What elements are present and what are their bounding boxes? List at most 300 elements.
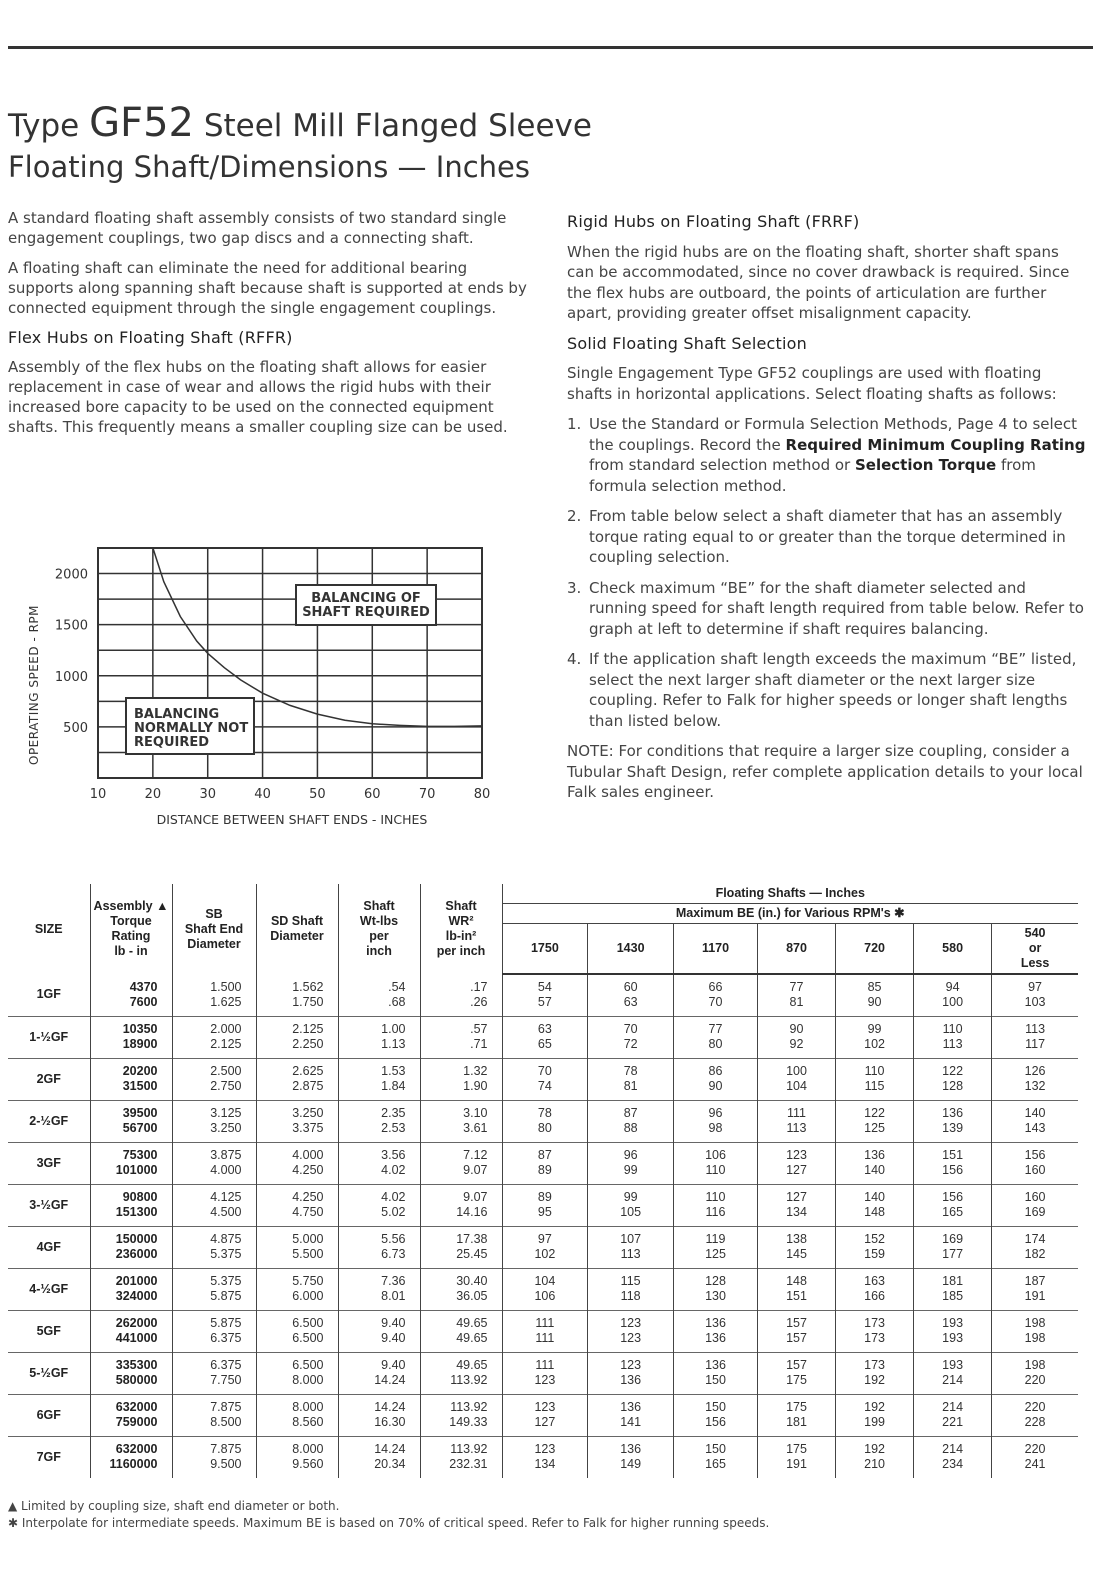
- value-cell: [90, 1394, 172, 1436]
- cell-value: 236000: [115, 1247, 158, 1261]
- header-sb: SB Shaft End Diameter: [172, 884, 256, 974]
- cell-value: 193: [942, 1358, 964, 1372]
- cell-value: 96: [623, 1148, 638, 1162]
- cell-value: 143: [1024, 1121, 1046, 1135]
- cell-value: 140: [864, 1190, 885, 1204]
- size-cell: 2GF: [36, 1071, 61, 1086]
- value-cell: [588, 1436, 674, 1478]
- cell-value: 105: [620, 1205, 642, 1219]
- cell-value: 150000: [115, 1232, 158, 1246]
- cell-value: 214: [942, 1400, 964, 1414]
- value-cell: [420, 1436, 502, 1478]
- value-cell: [420, 974, 502, 1016]
- cell-value: 127: [534, 1415, 556, 1429]
- header-rpm-870: 870: [757, 924, 835, 975]
- title-rest: Steel Mill Flanged Sleeve: [203, 108, 592, 144]
- cell-value: 70: [623, 1022, 638, 1036]
- value-cell: [256, 1100, 338, 1142]
- cell-value: 25.45: [456, 1247, 488, 1261]
- solid-shaft-heading: Solid Floating Shaft Selection: [567, 333, 807, 353]
- cell-value: 99: [867, 1022, 882, 1036]
- header-rpm-540-or-less: 540 or Less: [992, 924, 1078, 975]
- size-cell: 7GF: [36, 1449, 61, 1464]
- cell-value: 2.750: [210, 1079, 242, 1093]
- value-cell: [992, 1184, 1078, 1226]
- table-row: [8, 1016, 1078, 1058]
- value-cell: [588, 974, 674, 1016]
- cell-value: 160: [1024, 1163, 1046, 1177]
- cell-value: 156: [1024, 1148, 1046, 1162]
- table-row: [8, 1436, 1078, 1478]
- cell-value: 145: [786, 1247, 807, 1261]
- table-row: [8, 1310, 1078, 1352]
- value-cell: [992, 1016, 1078, 1058]
- value-cell: [90, 974, 172, 1016]
- cell-value: 136: [705, 1331, 726, 1345]
- cell-value: .68: [388, 994, 406, 1009]
- step-4-number: 4.: [567, 650, 582, 668]
- value-cell: [992, 1394, 1078, 1436]
- cell-value: .71: [470, 1037, 488, 1051]
- cell-value: 152: [864, 1232, 885, 1246]
- y-tick-label: 500: [63, 720, 88, 736]
- value-cell: [992, 1100, 1078, 1142]
- value-cell: [588, 1310, 674, 1352]
- cell-value: 220: [1024, 1400, 1046, 1414]
- value-cell: [502, 1058, 588, 1100]
- value-cell: [757, 1352, 835, 1394]
- title-code: GF52: [89, 100, 194, 146]
- value-cell: [90, 1142, 172, 1184]
- cell-value: 187: [1024, 1274, 1046, 1288]
- cell-value: 151: [942, 1148, 964, 1162]
- value-cell: [914, 1058, 992, 1100]
- cell-value: 6.000: [292, 1289, 324, 1303]
- cell-value: 3.375: [292, 1121, 324, 1135]
- cell-value: 74: [537, 1079, 552, 1093]
- cell-value: 128: [705, 1274, 726, 1288]
- cell-value: 115: [864, 1079, 885, 1093]
- cell-value: 3.250: [210, 1121, 242, 1135]
- value-cell: [757, 1184, 835, 1226]
- cell-value: 173: [864, 1316, 885, 1330]
- cell-value: 199: [864, 1415, 885, 1429]
- y-axis-label: OPERATING SPEED - RPM: [27, 605, 41, 765]
- value-cell: [172, 1394, 256, 1436]
- cell-value: 110: [942, 1022, 963, 1036]
- cell-value: 14.16: [456, 1205, 488, 1219]
- size-cell: 5-½GF: [29, 1365, 69, 1380]
- cell-value: 113.92: [450, 1373, 488, 1387]
- cell-value: 97: [1028, 980, 1043, 995]
- cell-value: 75300: [122, 1148, 158, 1162]
- annotation-not-required-line2: NORMALLY NOT: [134, 721, 249, 736]
- cell-value: 163: [864, 1274, 885, 1288]
- annotation-balancing-required: [296, 585, 436, 625]
- value-cell: [836, 1142, 914, 1184]
- cell-value: 7.875: [210, 1400, 242, 1414]
- value-cell: [836, 1436, 914, 1478]
- value-cell: [338, 1100, 420, 1142]
- cell-value: 4.000: [210, 1163, 242, 1177]
- step-3-number: 3.: [567, 578, 582, 597]
- cell-value: 191: [1024, 1289, 1046, 1303]
- value-cell: [420, 1394, 502, 1436]
- cell-value: 113.92: [450, 1442, 488, 1457]
- value-cell: [172, 974, 256, 1016]
- x-tick-label: 70: [418, 787, 436, 802]
- table-row: [8, 1352, 1078, 1394]
- value-cell: [338, 1310, 420, 1352]
- cell-value: 126: [1024, 1064, 1046, 1078]
- cell-value: 87: [537, 1148, 552, 1162]
- cell-value: 88: [623, 1121, 638, 1135]
- cell-value: 198: [1024, 1316, 1046, 1330]
- cell-value: 6.500: [292, 1358, 324, 1372]
- value-cell: [674, 1226, 758, 1268]
- value-cell: [502, 1100, 588, 1142]
- step-1-number: 1.: [567, 415, 582, 433]
- cell-value: 157: [786, 1316, 807, 1330]
- cell-value: 2.625: [292, 1064, 324, 1078]
- cell-value: 9.40: [381, 1316, 406, 1330]
- cell-value: 128: [942, 1079, 964, 1093]
- page-subtitle: Floating Shaft/Dimensions — Inches: [8, 150, 530, 184]
- value-cell: [172, 1016, 256, 1058]
- header-rpm-1430: 1430: [588, 924, 674, 975]
- cell-value: 160: [1024, 1190, 1046, 1204]
- cell-value: 136: [864, 1148, 885, 1162]
- cell-value: 90: [708, 1079, 723, 1093]
- value-cell: [502, 1394, 588, 1436]
- step-1-text-c: from formula selection method.: [589, 456, 1036, 495]
- value-cell: [256, 1268, 338, 1310]
- cell-value: 4.125: [210, 1190, 242, 1204]
- cell-value: 3.61: [463, 1121, 488, 1135]
- value-cell: [992, 1352, 1078, 1394]
- value-cell: [338, 974, 420, 1016]
- cell-value: 81: [789, 995, 804, 1010]
- value-cell: [338, 1184, 420, 1226]
- cell-value: 8.500: [210, 1415, 242, 1429]
- table-row: [8, 1142, 1078, 1184]
- cell-value: 60: [623, 980, 638, 995]
- header-rpm-720: 720: [836, 924, 914, 975]
- cell-value: 138: [786, 1232, 807, 1246]
- value-cell: [172, 1436, 256, 1478]
- value-cell: [256, 1226, 338, 1268]
- value-cell: [674, 1016, 758, 1058]
- cell-value: 4.875: [210, 1232, 242, 1246]
- cell-value: 6.500: [292, 1316, 324, 1330]
- cell-value: 173: [864, 1358, 885, 1372]
- cell-value: 90: [867, 995, 882, 1010]
- step-1-bold-a: Required Minimum Coupling Rating: [785, 435, 1086, 454]
- cell-value: 2.53: [381, 1121, 406, 1135]
- left-column: [8, 208, 528, 447]
- size-cell: 6GF: [36, 1407, 61, 1422]
- value-cell: [420, 1310, 502, 1352]
- value-cell: [588, 1226, 674, 1268]
- cell-value: 632000: [115, 1442, 158, 1457]
- cell-value: 16.30: [374, 1415, 406, 1429]
- cell-value: 1.750: [292, 994, 324, 1009]
- cell-value: 165: [705, 1457, 726, 1472]
- cell-value: 151300: [115, 1205, 158, 1219]
- footnote-limited: ▲ Limited by coupling size, shaft end diameter or both.: [8, 1499, 340, 1513]
- cell-value: 113: [942, 1037, 963, 1051]
- selection-steps: [567, 414, 1087, 731]
- cell-value: 110: [705, 1190, 726, 1204]
- value-cell: [914, 1436, 992, 1478]
- value-cell: [420, 1268, 502, 1310]
- flex-hubs-heading: Flex Hubs on Floating Shaft (RFFR): [8, 328, 293, 347]
- value-cell: [172, 1226, 256, 1268]
- value-cell: [674, 1100, 758, 1142]
- value-cell: [836, 1226, 914, 1268]
- cell-value: 198: [1024, 1358, 1046, 1372]
- cell-value: 123: [786, 1148, 807, 1162]
- cell-value: 5.500: [292, 1247, 324, 1261]
- value-cell: [914, 1142, 992, 1184]
- value-cell: [90, 1310, 172, 1352]
- cell-value: 2.000: [210, 1022, 242, 1036]
- cell-value: 70: [537, 1064, 552, 1078]
- value-cell: [502, 1142, 588, 1184]
- cell-value: 150: [705, 1442, 726, 1457]
- value-cell: [172, 1142, 256, 1184]
- cell-value: 220: [1024, 1373, 1046, 1387]
- value-cell: [420, 1058, 502, 1100]
- cell-value: 136: [705, 1358, 726, 1372]
- value-cell: [914, 1184, 992, 1226]
- cell-value: 49.65: [456, 1331, 488, 1345]
- cell-value: 115: [620, 1274, 641, 1288]
- top-rule: [8, 46, 1093, 49]
- cell-value: 175: [786, 1373, 807, 1387]
- note-paragraph: NOTE: For conditions that require a larger size coupling, consider a Tubular Shaft Design, refer complete application details to your local Falk sales engineer.: [567, 742, 1083, 801]
- cell-value: 1.84: [381, 1079, 406, 1093]
- cell-value: 5.000: [292, 1232, 324, 1246]
- cell-value: 90800: [122, 1190, 158, 1204]
- table-body: [8, 974, 1078, 1478]
- cell-value: 2.250: [292, 1037, 324, 1051]
- cell-value: 759000: [115, 1415, 158, 1429]
- cell-value: 94: [945, 980, 960, 995]
- cell-value: 7.750: [210, 1373, 242, 1387]
- annotation-required-line2: SHAFT REQUIRED: [302, 605, 430, 620]
- cell-value: 1.13: [381, 1037, 406, 1051]
- cell-value: .54: [388, 979, 406, 994]
- header-wr2: Shaft WR² lb-in² per inch: [420, 884, 502, 974]
- cell-value: 220: [1024, 1442, 1046, 1457]
- table-row: [8, 1394, 1078, 1436]
- cell-value: 63: [623, 995, 638, 1010]
- cell-value: 149: [620, 1457, 642, 1472]
- value-cell: [757, 1100, 835, 1142]
- size-cell: 3-½GF: [29, 1197, 69, 1212]
- step-3-text: Check maximum “BE” for the shaft diameter selected and running speed for shaft length required from table below. Refer to graph at left to determine if shaft requires balancing.: [589, 578, 1084, 638]
- right-column: [567, 212, 1087, 813]
- cell-value: 214: [942, 1373, 964, 1387]
- value-cell: [90, 1268, 172, 1310]
- cell-value: 8.560: [292, 1415, 324, 1429]
- value-cell: [90, 1436, 172, 1478]
- value-cell: [256, 1016, 338, 1058]
- cell-value: 101000: [115, 1163, 158, 1177]
- value-cell: [836, 1184, 914, 1226]
- annotation-not-required-line1: BALANCING: [134, 707, 220, 722]
- cell-value: 193: [942, 1331, 964, 1345]
- cell-value: 182: [1024, 1247, 1046, 1261]
- value-cell: [256, 1394, 338, 1436]
- cell-value: 87: [623, 1106, 638, 1120]
- cell-value: 106: [705, 1148, 726, 1162]
- cell-value: 3.250: [292, 1106, 324, 1120]
- value-cell: [836, 1058, 914, 1100]
- value-cell: [338, 1226, 420, 1268]
- annotation-not-required-line3: REQUIRED: [134, 735, 210, 750]
- cell-value: 2.35: [381, 1106, 406, 1120]
- cell-value: 134: [786, 1205, 807, 1219]
- cell-value: 123: [534, 1442, 556, 1457]
- cell-value: 10350: [122, 1022, 158, 1036]
- cell-value: 8.01: [381, 1289, 406, 1303]
- cell-value: 5.875: [210, 1316, 242, 1330]
- cell-value: 4.000: [292, 1148, 324, 1162]
- table-row: [8, 1058, 1078, 1100]
- cell-value: 86: [708, 1064, 723, 1078]
- header-rpm-1750: 1750: [502, 924, 588, 975]
- value-cell: [674, 1268, 758, 1310]
- cell-value: 66: [708, 980, 723, 995]
- cell-value: 141: [620, 1415, 642, 1429]
- cell-value: 113: [1025, 1022, 1046, 1036]
- value-cell: [588, 1142, 674, 1184]
- cell-value: .26: [470, 994, 488, 1009]
- cell-value: 106: [534, 1289, 556, 1303]
- cell-value: 97: [537, 1232, 552, 1246]
- cell-value: 9.07: [463, 1163, 488, 1177]
- cell-value: 85: [867, 980, 882, 995]
- cell-value: 123: [620, 1316, 642, 1330]
- size-cell: 3GF: [36, 1155, 61, 1170]
- cell-value: 20200: [122, 1064, 158, 1078]
- cell-value: 221: [942, 1415, 964, 1429]
- cell-value: 173: [864, 1331, 885, 1345]
- cell-value: 111: [535, 1331, 555, 1345]
- intro-paragraph: A standard floating shaft assembly consists of two standard single engagement couplings, two gap discs and a connecting shaft.: [8, 209, 507, 247]
- cell-value: .17: [470, 979, 488, 994]
- header-rpm-580: 580: [914, 924, 992, 975]
- value-cell: [992, 1142, 1078, 1184]
- value-cell: [338, 1352, 420, 1394]
- value-cell: [674, 974, 758, 1016]
- cell-value: 5.375: [210, 1247, 242, 1261]
- step-3: [567, 578, 1087, 640]
- cell-value: 99: [623, 1163, 638, 1177]
- cell-value: 78: [623, 1064, 638, 1078]
- cell-value: 1.562: [292, 979, 324, 994]
- size-cell: 4-½GF: [29, 1281, 69, 1296]
- cell-value: 6.375: [210, 1331, 242, 1345]
- cell-value: 198: [1024, 1331, 1046, 1345]
- cell-value: 122: [942, 1064, 964, 1078]
- size-cell: 1GF: [36, 987, 61, 1002]
- cell-value: 92: [789, 1037, 804, 1051]
- cell-value: 228: [1024, 1415, 1046, 1429]
- cell-value: 3.875: [210, 1148, 242, 1162]
- cell-value: 39500: [122, 1106, 158, 1120]
- cell-value: 14.24: [374, 1442, 406, 1457]
- value-cell: [757, 974, 835, 1016]
- cell-value: 130: [705, 1289, 726, 1303]
- cell-value: 4370: [129, 979, 158, 994]
- cell-value: 127: [786, 1163, 807, 1177]
- value-cell: [757, 1226, 835, 1268]
- cell-value: 4.750: [292, 1205, 324, 1219]
- value-cell: [502, 1226, 588, 1268]
- cell-value: 148: [864, 1205, 885, 1219]
- cell-value: 335300: [115, 1358, 158, 1372]
- value-cell: [836, 1100, 914, 1142]
- cell-value: 169: [942, 1232, 964, 1246]
- cell-value: 192: [864, 1400, 885, 1414]
- header-max-be: Maximum BE (in.) for Various RPM's ✱: [502, 904, 1078, 924]
- cell-value: 4.02: [381, 1163, 406, 1177]
- cell-value: 2.875: [292, 1079, 324, 1093]
- cell-value: 1.53: [381, 1064, 406, 1078]
- cell-value: 100: [786, 1064, 807, 1078]
- value-cell: [420, 1184, 502, 1226]
- cell-value: 122: [864, 1106, 885, 1120]
- value-cell: [674, 1352, 758, 1394]
- cell-value: 113: [786, 1121, 807, 1135]
- cell-value: 111: [535, 1316, 555, 1330]
- cell-value: 149.33: [449, 1415, 488, 1429]
- value-cell: [757, 1268, 835, 1310]
- footnote-interpolate: ✱ Interpolate for intermediate speeds. Maximum BE is based on 70% of critical speed. Refer to Falk for higher running speeds.: [8, 1516, 770, 1530]
- cell-value: 7600: [129, 994, 158, 1009]
- value-cell: [992, 1058, 1078, 1100]
- x-tick-label: 30: [199, 787, 216, 802]
- value-cell: [338, 1436, 420, 1478]
- cell-value: 117: [1025, 1037, 1046, 1051]
- cell-value: 102: [864, 1037, 885, 1051]
- value-cell: [172, 1310, 256, 1352]
- value-cell: [757, 1142, 835, 1184]
- cell-value: 134: [534, 1457, 556, 1472]
- header-floating-shafts: Floating Shafts — Inches: [502, 884, 1078, 904]
- value-cell: [420, 1142, 502, 1184]
- cell-value: 89: [537, 1163, 552, 1177]
- header-rpm-1170: 1170: [674, 924, 758, 975]
- cell-value: .57: [470, 1022, 488, 1036]
- cell-value: 77: [708, 1022, 723, 1036]
- size-cell: 2-½GF: [29, 1113, 69, 1128]
- table-row: [8, 1100, 1078, 1142]
- cell-value: 36.05: [456, 1289, 488, 1303]
- cell-value: 80: [537, 1121, 552, 1135]
- step-1-text-b: from standard selection method or: [589, 456, 855, 474]
- x-tick-label: 60: [364, 787, 381, 802]
- cell-value: 2.125: [210, 1037, 242, 1051]
- value-cell: [992, 974, 1078, 1016]
- value-cell: [588, 1058, 674, 1100]
- cell-value: 441000: [115, 1331, 158, 1345]
- value-cell: [420, 1100, 502, 1142]
- value-cell: [588, 1184, 674, 1226]
